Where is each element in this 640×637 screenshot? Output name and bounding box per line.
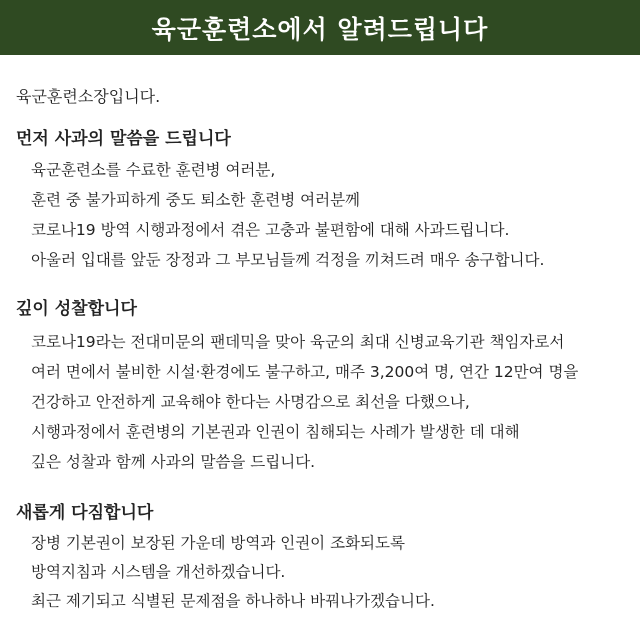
- section-heading: 깊이 성찰합니다: [16, 299, 137, 319]
- notice-header: [0, 0, 640, 55]
- paragraph-line: 깊은 성찰과 함께 사과의 말씀을 드립니다.: [31, 453, 316, 471]
- paragraph-line: 시행과정에서 훈련병의 기본권과 인권이 침해되는 사례가 발생한 데 대해: [31, 423, 520, 441]
- paragraph-line: 코로나19라는 전대미문의 팬데믹을 맞아 육군의 최대 신병교육기관 책임자로서: [31, 333, 565, 351]
- greeting-text: 육군훈련소장입니다.: [16, 87, 161, 106]
- section-paragraph: [16, 327, 624, 477]
- paragraph-line: 육군훈련소를 수료한 훈련병 여러분,: [31, 161, 276, 179]
- section-commitment: [16, 501, 624, 616]
- section-heading: 먼저 사과의 말씀을 드립니다: [16, 129, 231, 149]
- paragraph-line: 코로나19 방역 시행과정에서 겪은 고충과 불편함에 대해 사과드립니다.: [31, 221, 510, 239]
- section-reflection: [16, 297, 624, 477]
- section-paragraph: [16, 155, 624, 275]
- paragraph-line: 여러 면에서 불비한 시설·환경에도 불구하고, 매주 3,200여 명, 연간 12만여 명을: [31, 363, 579, 381]
- paragraph-line: 아울러 입대를 앞둔 장정과 그 부모님들께 걱정을 끼쳐드려 매우 송구합니다.: [31, 251, 545, 269]
- paragraph-line: 최근 제기되고 식별된 문제점을 하나하나 바꿔나가겠습니다.: [31, 592, 435, 610]
- notice-title: 육군훈련소에서 알려드립니다: [151, 14, 489, 44]
- notice-body: [0, 87, 640, 616]
- paragraph-line: 훈련 중 불가피하게 중도 퇴소한 훈련병 여러분께: [31, 191, 361, 209]
- section-heading: 새롭게 다짐합니다: [16, 503, 154, 523]
- paragraph-line: 건강하고 안전하게 교육해야 한다는 사명감으로 최선을 다했으나,: [31, 393, 470, 411]
- paragraph-line: 방역지침과 시스템을 개선하겠습니다.: [31, 563, 286, 581]
- section-apology: [16, 127, 624, 275]
- paragraph-line: 장병 기본권이 보장된 가운데 방역과 인권이 조화되도록: [31, 534, 405, 552]
- section-paragraph: [16, 529, 624, 616]
